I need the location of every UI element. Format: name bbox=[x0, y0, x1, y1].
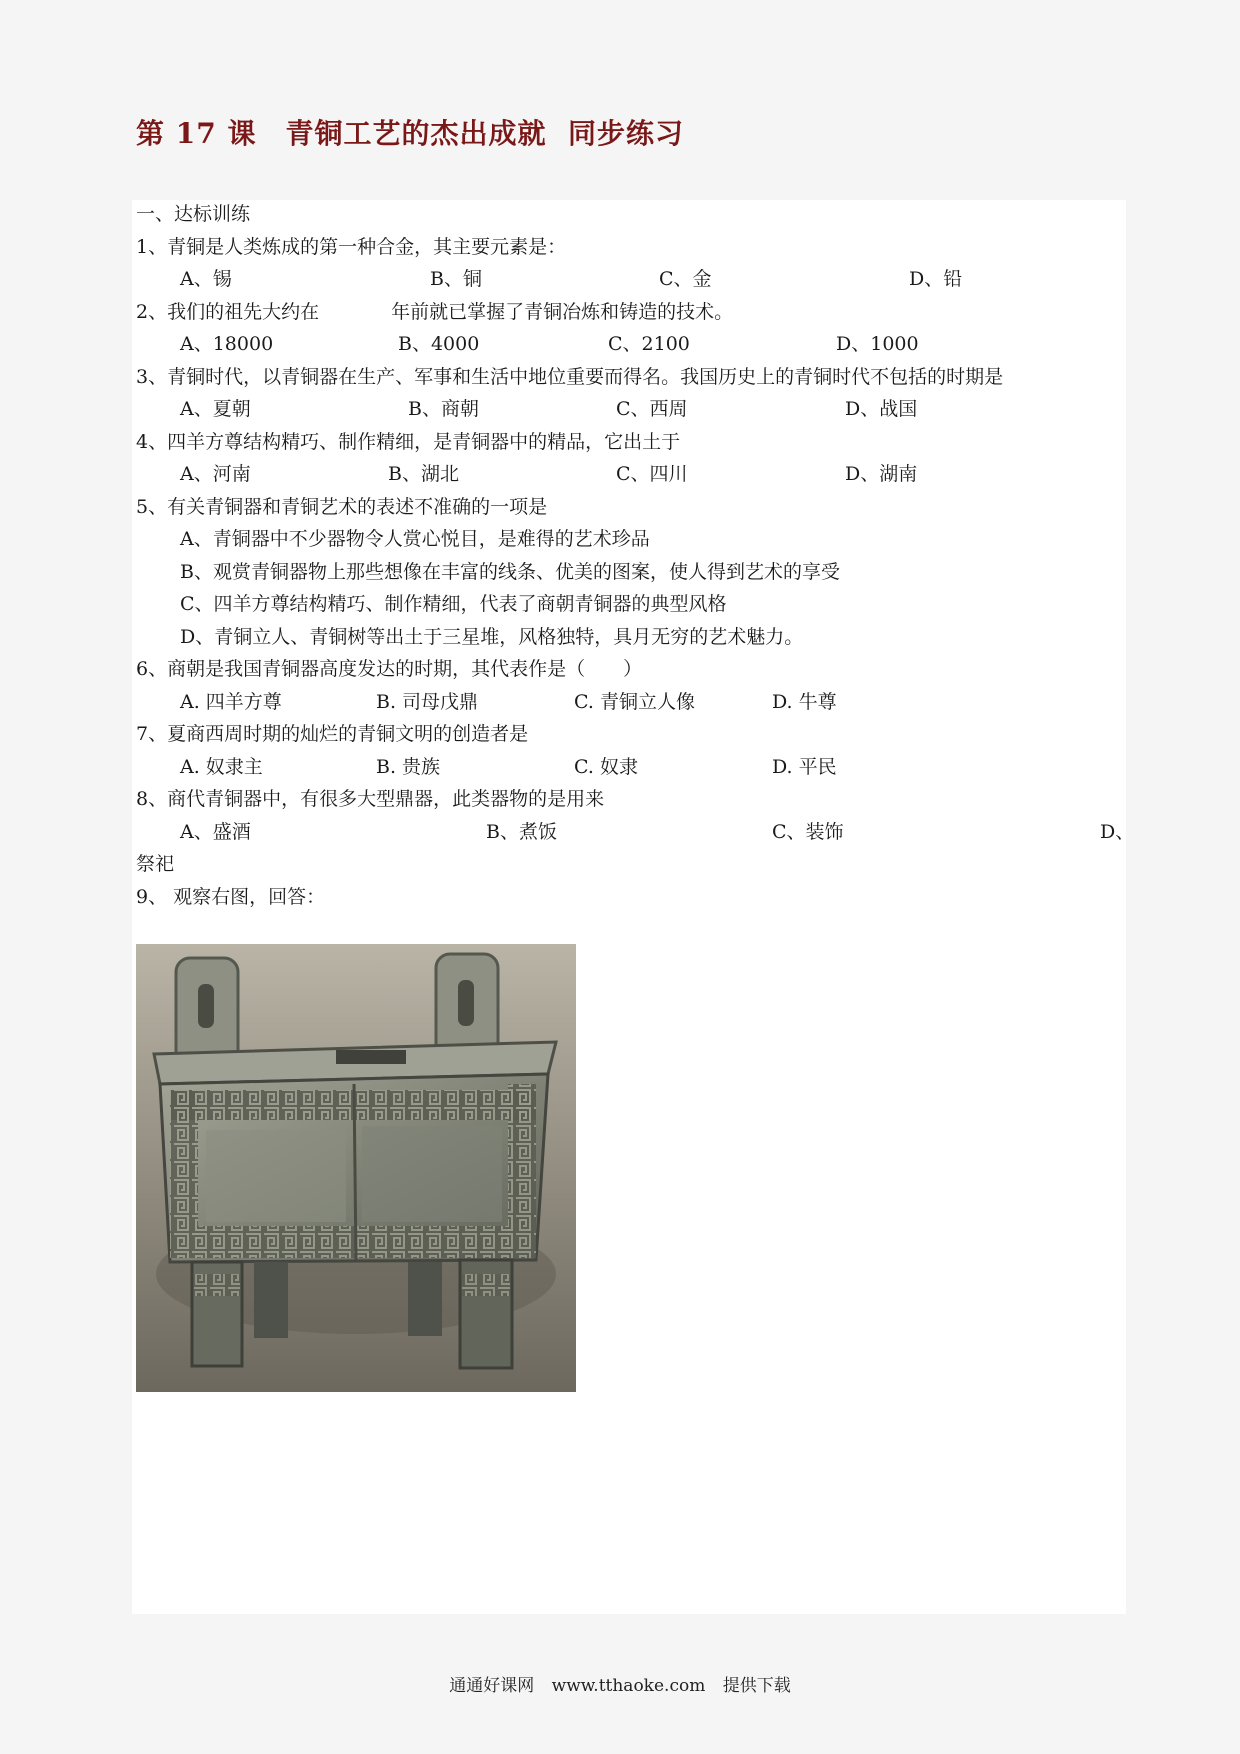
option-b: B、4000 bbox=[398, 333, 480, 355]
option-a: A、18000 bbox=[180, 333, 274, 355]
option-c: C、2100 bbox=[608, 333, 690, 355]
option-c: C、金 bbox=[659, 268, 712, 290]
question-4-options bbox=[136, 458, 1126, 491]
option-d: D、湖南 bbox=[845, 463, 918, 485]
option-d: D. 牛尊 bbox=[772, 690, 837, 713]
bronze-ding-image bbox=[136, 944, 576, 1392]
option-c: C、西周 bbox=[616, 398, 688, 420]
page-footer bbox=[0, 1671, 1240, 1696]
question-8-options bbox=[136, 816, 1135, 849]
option-b: B、商朝 bbox=[408, 398, 479, 420]
footer-url[interactable]: www.tthaoke.com bbox=[551, 1676, 706, 1696]
option-a: A. 四羊方尊 bbox=[180, 690, 282, 713]
question-2: 2、我们的祖先大约在 年前就已掌握了青铜冶炼和铸造的技术。 bbox=[136, 300, 734, 323]
question-8: 8、商代青铜器中，有很多大型鼎器，此类器物的是用来 bbox=[136, 788, 605, 810]
option-a: A、青铜器中不少器物令人赏心悦目，是难得的艺术珍品 bbox=[180, 528, 650, 550]
option-c: C、四羊方尊结构精巧、制作精细，代表了商朝青铜器的典型风格 bbox=[180, 593, 727, 615]
question-7-options bbox=[136, 751, 1126, 784]
option-b: B、煮饭 bbox=[486, 820, 557, 843]
option-b: B、湖北 bbox=[388, 463, 459, 485]
exercise-body bbox=[136, 198, 1135, 913]
option-b: B. 司母戊鼎 bbox=[376, 690, 479, 713]
question-7: 7、夏商西周时期的灿烂的青铜文明的创造者是 bbox=[136, 723, 529, 745]
question-6: 6、商朝是我国青铜器高度发达的时期，其代表作是（ ） bbox=[136, 658, 643, 680]
option-d: D、青铜立人、青铜树等出土于三星堆，风格独特，具月无穷的艺术魅力。 bbox=[180, 625, 804, 648]
question-2-options bbox=[136, 328, 1126, 361]
option-c: C. 奴隶 bbox=[574, 755, 638, 778]
question-1: 1、青铜是人类炼成的第一种合金，其主要元素是： bbox=[136, 235, 567, 258]
option-d: D. 平民 bbox=[772, 755, 837, 778]
option-a: A、夏朝 bbox=[180, 398, 251, 420]
footer-note: 提供下载 bbox=[722, 1676, 791, 1696]
option-c: C、装饰 bbox=[772, 820, 844, 843]
option-b: B、铜 bbox=[430, 268, 482, 290]
question-3: 3、青铜时代，以青铜器在生产、军事和生活中地位重要而得名。我国历史上的青铜时代不包括的时期是 bbox=[136, 365, 1004, 388]
option-d: D、战国 bbox=[845, 398, 918, 420]
question-9: 9、 观察右图，回答： bbox=[136, 885, 326, 908]
option-a: A、锡 bbox=[180, 268, 232, 290]
question-5: 5、有关青铜器和青铜艺术的表述不准确的一项是 bbox=[136, 495, 548, 518]
option-c: C、四川 bbox=[616, 463, 688, 485]
option-a: A、盛酒 bbox=[180, 820, 251, 843]
option-b: B、观赏青铜器物上那些想像在丰富的线条、优美的图案，使人得到艺术的享受 bbox=[180, 560, 840, 583]
section-heading: 一、达标训练 bbox=[136, 203, 251, 225]
question-6-options bbox=[136, 686, 1126, 719]
question-3-options bbox=[136, 393, 1126, 426]
option-d: D、 bbox=[1100, 820, 1135, 843]
option-a: A、河南 bbox=[180, 463, 251, 485]
option-a: A. 奴隶主 bbox=[180, 755, 263, 778]
question-1-options bbox=[136, 263, 1126, 296]
option-d-wrap: 祭祀 bbox=[136, 853, 175, 875]
option-d: D、1000 bbox=[836, 333, 919, 355]
footer-site-name: 通通好课网 bbox=[449, 1676, 535, 1696]
option-d: D、铅 bbox=[909, 268, 963, 290]
question-4: 4、四羊方尊结构精巧、制作精细，是青铜器中的精品，它出土于 bbox=[136, 430, 681, 453]
page-title: 第 17 课 青铜工艺的杰出成就 同步练习 bbox=[136, 117, 684, 150]
option-b: B. 贵族 bbox=[376, 755, 441, 778]
option-c: C. 青铜立人像 bbox=[574, 690, 695, 713]
